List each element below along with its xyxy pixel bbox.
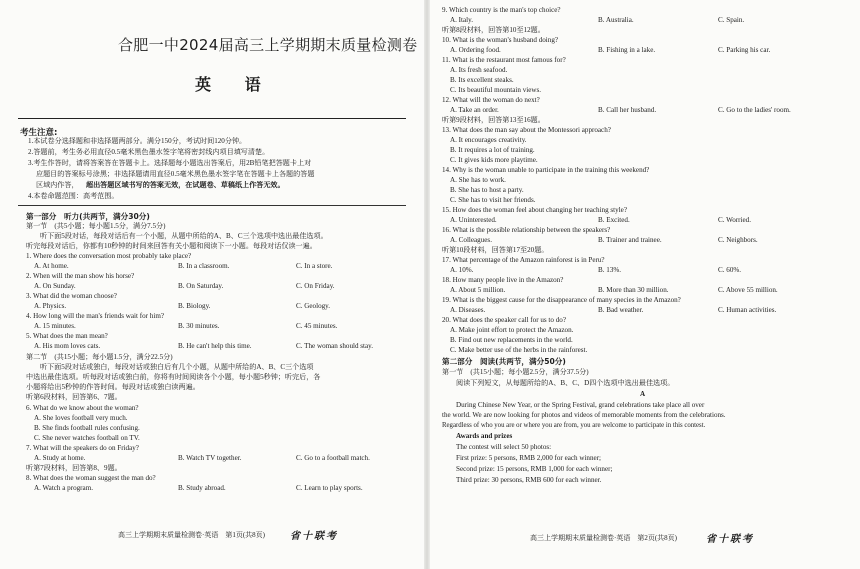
q8-option-a: A. Watch a program. [34, 484, 93, 492]
question-16: 16. What is the possible relationship between the speakers? [442, 226, 611, 234]
q10-option-b: B. Fishing in a lake. [598, 46, 656, 54]
question-17: 17. What percentage of the Amazon rainforest is in Peru? [442, 256, 605, 264]
question-15: 15. How does the woman feel about changing her teaching style? [442, 206, 627, 214]
left-page [0, 0, 424, 569]
q10-option-a: A. Ordering food. [450, 46, 501, 54]
q10-intro: 听第8段材料，回答第10至12题。 [442, 26, 545, 34]
page-footer: 高三上学期期末质量检测卷·英语 第2页(共8页) [530, 534, 677, 542]
section2-instruction: 小题将给出5秒钟的作答时间。每段对话或独白读两遍。 [26, 383, 200, 391]
q19-option-b: B. Bad weather. [598, 306, 644, 314]
q15-option-c: C. Worried. [718, 216, 751, 224]
q7-option-c: C. Go to a football match. [296, 454, 370, 462]
q1-option-c: C. In a store. [296, 262, 333, 270]
question-3: 3. What did the woman choose? [26, 292, 117, 300]
awards-line: First prize: 5 persons, RMB 2,000 for each winner; [456, 454, 602, 462]
q6-option-c: C. She never watches football on TV. [34, 434, 140, 442]
q4-option-c: C. 45 minutes. [296, 322, 338, 330]
section1-instruction: 听下面5段对话，每段对话后有一个小题，从题中所给的A、B、C三个选项中选出最佳选项。 [40, 232, 328, 240]
q14-option-b: B. She has to host a party. [450, 186, 524, 194]
q3-option-a: A. Physics. [34, 302, 67, 310]
q2-option-b: B. On Saturday. [178, 282, 224, 290]
q9-option-b: B. Australia. [598, 16, 634, 24]
question-19: 19. What is the biggest cause for the disappearance of many species in the Amazon? [442, 296, 681, 304]
q14-option-c: C. She has to visit her friends. [450, 196, 536, 204]
q11-option-b: B. Its excellent steaks. [450, 76, 514, 84]
q5-option-a: A. His mom loves cats. [34, 342, 101, 350]
q9-option-a: A. Italy. [450, 16, 473, 24]
question-9: 9. Which country is the man's top choice? [442, 6, 561, 14]
question-8: 8. What does the woman suggest the man do? [26, 474, 156, 482]
question-10: 10. What is the woman's husband doing? [442, 36, 559, 44]
q17-option-a: A. 10%. [450, 266, 474, 274]
section2-instruction: 听第6段材料，回答第6、7题。 [26, 393, 122, 401]
q12-option-a: A. Take an order. [450, 106, 499, 114]
q13-intro: 听第9段材料，回答第13至16题。 [442, 116, 545, 124]
question-12: 12. What will the woman do next? [442, 96, 540, 104]
q3-option-c: C. Geology. [296, 302, 331, 310]
q11-option-a: A. Its fresh seafood. [450, 66, 508, 74]
question-2: 2. When will the man show his horse? [26, 272, 135, 280]
q8-option-c: C. Learn to play sports. [296, 484, 363, 492]
notice-line: 3.考生作答时，请将答案答在答题卡上。选择题每小题选出答案后，用2B铅笔把答题卡上对 [28, 159, 312, 167]
q2-option-a: A. On Sunday. [34, 282, 76, 290]
q7-option-b: B. Watch TV together. [178, 454, 242, 462]
q19-option-c: C. Human activities. [718, 306, 777, 314]
q17-option-c: C. 60%. [718, 266, 742, 274]
brand-logo: 省十联考 [706, 534, 754, 545]
q12-option-b: B. Call her husband. [598, 106, 657, 114]
notice-line: 1.本试卷分选择题和非选择题两部分。满分150分，考试时间120分钟。 [28, 137, 247, 145]
q1-option-a: A. At home. [34, 262, 69, 270]
q4-option-b: B. 30 minutes. [178, 322, 220, 330]
subject-title: 英 语 [195, 75, 275, 94]
q13-option-c: C. It gives kids more playtime. [450, 156, 538, 164]
q16-option-b: B. Trainer and trainee. [598, 236, 662, 244]
q5-option-c: C. The woman should stay. [296, 342, 374, 350]
awards-line: Third prize: 30 persons, RMB 600 for each winner. [456, 476, 602, 484]
q14-option-a: A. She has to work. [450, 176, 506, 184]
notice-line: 2.答题前，考生务必用直径0.5毫米黑色墨水签字笔将密封线内项目填写清楚。 [28, 148, 270, 156]
part2-section1-heading: 第一节 (共15小题；每小题2.5分，满分37.5分) [442, 368, 589, 376]
q11-option-c: C. Its beautiful mountain views. [450, 86, 542, 94]
q12-option-c: C. Go to the ladies' room. [718, 106, 791, 114]
section1-instruction: 听完每段对话后，你都有10秒钟的时间来回答有关小题和阅读下一小题。每段对话仅读一遍。 [26, 242, 317, 250]
q18-option-a: A. About 5 million. [450, 286, 506, 294]
brand-logo: 省十联考 [290, 531, 338, 542]
passage-line: Regardless of who you are or where you are from, you are welcome to participate in this contest. [442, 422, 706, 429]
q20-option-c: C. Make better use of the herbs in the rainforest. [450, 346, 588, 354]
question-6: 6. What do we know about the woman? [26, 404, 139, 412]
passage-line: the world. We are now looking for photos and videos of memorable moments from the celebrations. [442, 411, 726, 419]
q2-option-c: C. On Friday. [296, 282, 335, 290]
q13-option-b: B. It requires a lot of training. [450, 146, 535, 154]
q3-option-b: B. Biology. [178, 302, 211, 310]
q8-intro: 听第7段材料，回答第8、9题。 [26, 464, 122, 472]
q10-option-c: C. Parking his car. [718, 46, 771, 54]
q17-option-b: B. 13%. [598, 266, 622, 274]
q20-option-b: B. Find out new replacements in the world. [450, 336, 573, 344]
notice-line: 4.本卷命题范围：高考范围。 [28, 192, 119, 200]
q13-option-a: A. It encourages creativity. [450, 136, 527, 144]
q6-option-a: A. She loves football very much. [34, 414, 128, 422]
passage-label: A [640, 390, 646, 398]
q18-option-b: B. More than 30 million. [598, 286, 669, 294]
page-footer: 高三上学期期末质量检测卷·英语 第1页(共8页) [118, 531, 265, 539]
q5-option-b: B. He can't help this time. [178, 342, 252, 350]
q15-option-a: A. Uninterested. [450, 216, 497, 224]
q20-option-a: A. Make joint effort to protect the Amazon. [450, 326, 574, 334]
right-page [430, 0, 860, 569]
exam-title: 合肥一中2024届高三上学期期末质量检测卷 [118, 36, 418, 54]
q17-intro: 听第10段材料，回答第17至20题。 [442, 246, 549, 254]
q18-option-c: C. Above 55 million. [718, 286, 778, 294]
q8-option-b: B. Study abroad. [178, 484, 226, 492]
notice-line: 应题目的答案标号涂黑；非选择题请用直径0.5毫米黑色墨水签字笔在答题卡上各题的答题 [36, 170, 315, 178]
notice-emphasis: 超出答题区域书写的答案无效，在试题卷、草稿纸上作答无效。 [86, 181, 285, 189]
question-18: 18. How many people live in the Amazon? [442, 276, 564, 284]
section2-instruction: 中选出最佳选项。听每段对话或独白前，你将有时间阅读各个小题，每小题5秒钟；听完后，各 [26, 373, 321, 381]
awards-line: The contest will select 50 photos: [456, 443, 552, 451]
part2-section1-instruction: 阅读下列短文，从每题所给的A、B、C、D四个选项中选出最佳选项。 [456, 379, 675, 387]
q4-option-a: A. 15 minutes. [34, 322, 76, 330]
section1-heading: 第一节 (共5小题；每小题1.5分，满分7.5分) [26, 222, 166, 230]
awards-line: Second prize: 15 persons, RMB 1,000 for each winner; [456, 465, 613, 473]
q6-option-b: B. She finds football rules confusing. [34, 424, 140, 432]
q19-option-a: A. Diseases. [450, 306, 486, 314]
q16-option-a: A. Colleagues. [450, 236, 492, 244]
question-14: 14. Why is the woman unable to participate in the training this weekend? [442, 166, 650, 174]
q9-option-c: C. Spain. [718, 16, 745, 24]
part1-heading: 第一部分 听力(共两节，满分30分) [26, 212, 150, 221]
question-1: 1. Where does the conversation most probably take place? [26, 252, 192, 260]
q7-option-a: A. Study at home. [34, 454, 86, 462]
q15-option-b: B. Excited. [598, 216, 630, 224]
passage-line: During Chinese New Year, or the Spring Festival, grand celebrations take place all over [456, 401, 705, 409]
q1-option-b: B. In a classroom. [178, 262, 230, 270]
question-5: 5. What does the man mean? [26, 332, 108, 340]
question-20: 20. What does the speaker call for us to do? [442, 316, 566, 324]
question-11: 11. What is the restaurant most famous for? [442, 56, 566, 64]
notice-bottom-rule [18, 205, 406, 206]
notice-heading: 考生注意: [20, 128, 58, 138]
part2-heading: 第二部分 阅读(共两节，满分50分) [442, 357, 566, 366]
notice-top-rule [18, 118, 406, 119]
question-4: 4. How long will the man's friends wait for him? [26, 312, 165, 320]
q16-option-c: C. Neighbors. [718, 236, 758, 244]
awards-heading: Awards and prizes [456, 432, 513, 440]
question-7: 7. What will the speakers do on Friday? [26, 444, 139, 452]
section2-instruction: 听下面5段对话或独白，每段对话或独白后有几个小题，从题中所给的A、B、C三个选项 [40, 363, 314, 371]
question-13: 13. What does the man say about the Montessori approach? [442, 126, 611, 134]
notice-line: 区域内作答， [36, 181, 79, 189]
section2-heading: 第二节 (共15小题；每小题1.5分，满分22.5分) [26, 353, 173, 361]
